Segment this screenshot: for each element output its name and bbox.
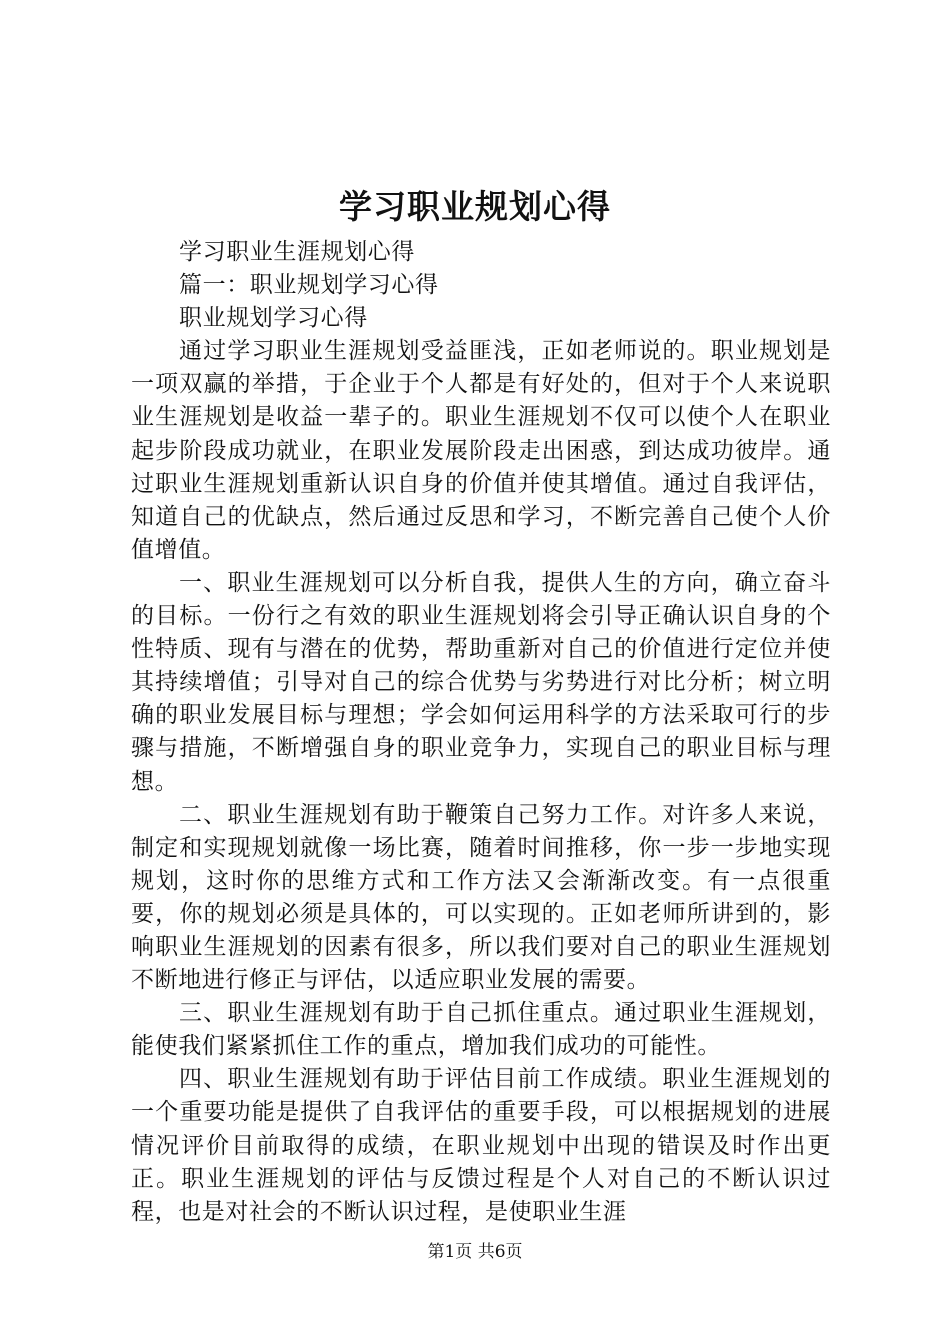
point-three-paragraph: 三、职业生涯规划有助于自己抓住重点。通过职业生涯规划，能使我们紧紧抓住工作的重点，增加我们成功的可能性。 xyxy=(131,1000,831,1060)
document-body xyxy=(131,236,831,1229)
point-two-paragraph: 二、职业生涯规划有助于鞭策自己努力工作。对许多人来说，制定和实现规划就像一场比赛，随着时间推移，你一步一步地实现规划，这时你的思维方式和工作方法又会渐渐改变。有一点很重要，你的规划必须是具体的，可以实现的。正如老师所讲到的，影响职业生涯规划的因素有很多，所以我们要对自己的职业生涯规划不断地进行修正与评估，以适应职业发展的需要。 xyxy=(131,801,831,994)
subtitle-heading: 学习职业生涯规划心得 xyxy=(179,239,415,265)
document-title: 学习职业规划心得 xyxy=(339,187,611,226)
intro-paragraph: 通过学习职业生涯规划受益匪浅，正如老师说的。职业规划是一项双赢的举措，于企业于个人都是有好处的，但对于个人来说职业生涯规划是收益一辈子的。职业生涯规划不仅可以使个人在职业起步阶段成功就业，在职业发展阶段走出困惑，到达成功彼岸。通过职业生涯规划重新认识自身的价值并使其增值。通过自我评估，知道自己的优缺点，然后通过反思和学习，不断完善自己使个人价值增值。 xyxy=(131,338,831,563)
page-footer: 第1页 共6页 xyxy=(427,1242,523,1262)
point-four-paragraph: 四、职业生涯规划有助于评估目前工作成绩。职业生涯规划的一个重要功能是提供了自我评估的重要手段，可以根据规划的进展情况评价目前取得的成绩，在职业规划中出现的错误及时作出更正。职业生涯规划的评估与反馈过程是个人对自己的不断认识过程，也是对社会的不断认识过程，是使职业生涯 xyxy=(131,1066,831,1225)
article-heading: 职业规划学习心得 xyxy=(179,305,368,332)
section-heading: 篇一：职业规划学习心得 xyxy=(179,272,439,299)
point-one-paragraph: 一、职业生涯规划可以分析自我，提供人生的方向，确立奋斗的目标。一份行之有效的职业生涯规划将会引导正确认识自身的个性特质、现有与潜在的优势，帮助重新对自己的价值进行定位并使其持续增值；引导对自己的综合优势与劣势进行对比分析；树立明确的职业发展目标与理想；学会如何运用科学的方法采取可行的步骤与措施，不断增强自身的职业竞争力，实现自己的职业目标与理想。 xyxy=(131,569,831,795)
